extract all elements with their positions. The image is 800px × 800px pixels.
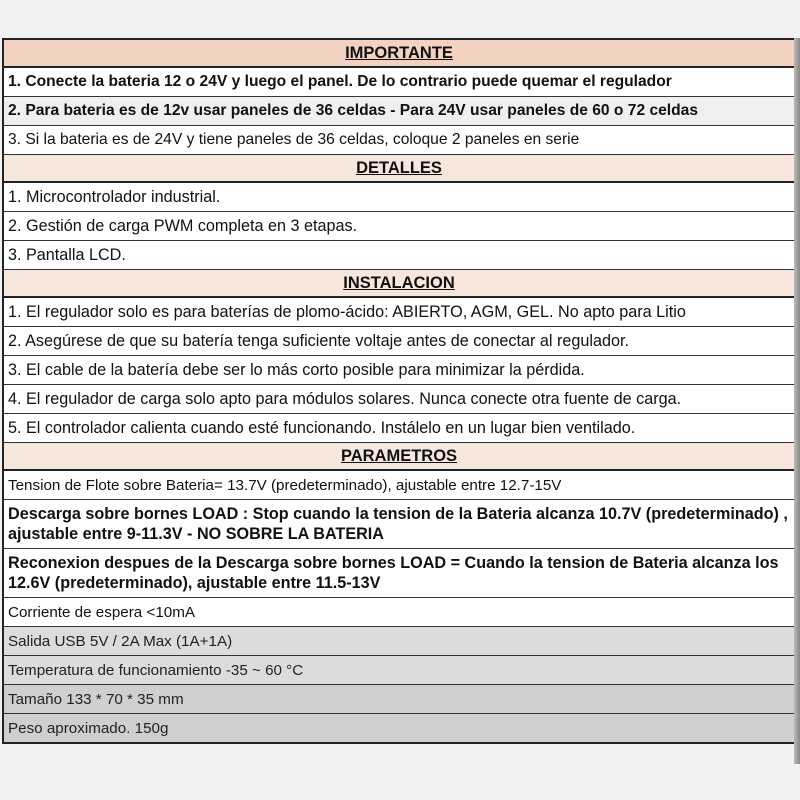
detalles-item-1: 1. Microcontrolador industrial. xyxy=(4,183,794,212)
page-edge-shadow xyxy=(794,38,800,764)
parametros-item-flote: Tension de Flote sobre Bateria= 13.7V (predeterminado), ajustable entre 12.7-15V xyxy=(4,471,794,500)
spec-sheet xyxy=(2,38,796,744)
detalles-item-3: 3. Pantalla LCD. xyxy=(4,241,794,270)
parametros-item-tamano: Tamaño 133 * 70 * 35 mm xyxy=(4,685,794,714)
detalles-item-2: 2. Gestión de carga PWM completa en 3 etapas. xyxy=(4,212,794,241)
parametros-item-temperatura: Temperatura de funcionamiento -35 ~ 60 °C xyxy=(4,656,794,685)
instalacion-item-4: 4. El regulador de carga solo apto para módulos solares. Nunca conecte otra fuente de carga. xyxy=(4,385,794,414)
parametros-item-peso: Peso aproximado. 150g xyxy=(4,714,794,744)
parametros-item-reconexion: Reconexion despues de la Descarga sobre bornes LOAD = Cuando la tension de Bateria alcanza los 12.6V (predeterminado), ajustable entre 11.5-13V xyxy=(4,549,794,598)
instalacion-item-1: 1. El regulador solo es para baterías de plomo-ácido: ABIERTO, AGM, GEL. No apto para Litio xyxy=(4,298,794,327)
importante-item-3: 3. Si la bateria es de 24V y tiene paneles de 36 celdas, coloque 2 paneles en serie xyxy=(4,126,794,155)
instalacion-item-3: 3. El cable de la batería debe ser lo más corto posible para minimizar la pérdida. xyxy=(4,356,794,385)
parametros-item-descarga: Descarga sobre bornes LOAD : Stop cuando la tension de la Bateria alcanza 10.7V (predeterminado) , ajustable entre 9-11.3V - NO SOBRE LA BATERIA xyxy=(4,500,794,549)
section-header-instalacion: INSTALACION xyxy=(4,270,794,298)
instalacion-item-5: 5. El controlador calienta cuando esté funcionando. Instálelo en un lugar bien ventilado. xyxy=(4,414,794,443)
parametros-item-corriente: Corriente de espera <10mA xyxy=(4,598,794,627)
section-header-importante: IMPORTANTE xyxy=(4,40,794,68)
section-header-parametros: PARAMETROS xyxy=(4,443,794,471)
parametros-item-usb: Salida USB 5V / 2A Max (1A+1A) xyxy=(4,627,794,656)
section-header-detalles: DETALLES xyxy=(4,155,794,183)
importante-item-2: 2. Para bateria es de 12v usar paneles de 36 celdas - Para 24V usar paneles de 60 o 72 celdas xyxy=(4,97,794,126)
importante-item-1: 1. Conecte la bateria 12 o 24V y luego el panel. De lo contrario puede quemar el regulador xyxy=(4,68,794,97)
instalacion-item-2: 2. Asegúrese de que su batería tenga suficiente voltaje antes de conectar al regulador. xyxy=(4,327,794,356)
